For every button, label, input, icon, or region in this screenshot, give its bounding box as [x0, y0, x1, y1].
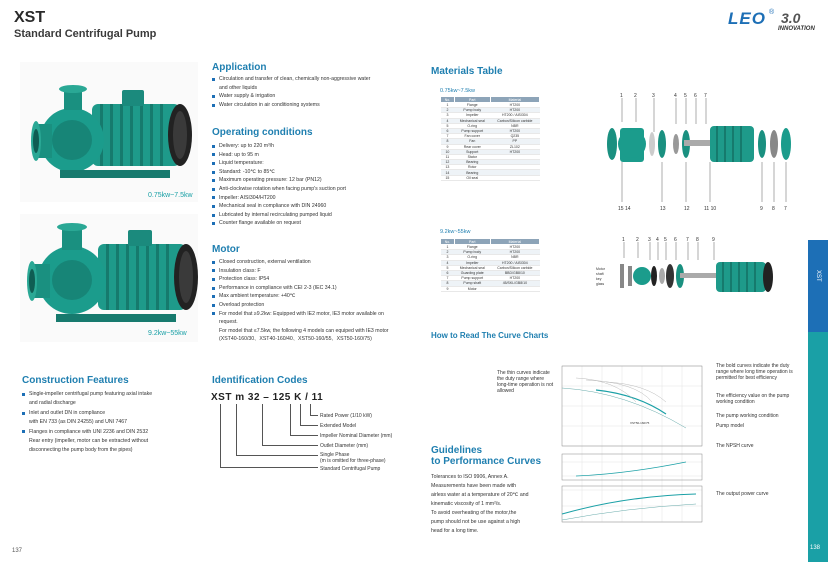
- table-cell: Pump shaft: [454, 281, 490, 286]
- list-item: disconnecting the pump body from the pipes): [29, 447, 133, 454]
- table-cell: Pump support: [454, 128, 490, 133]
- list-item: Standard: -10℃ to 85℃: [212, 168, 346, 177]
- diag1-number: 3: [652, 93, 655, 99]
- diag2-number: 6: [674, 237, 677, 243]
- list-item: and other liquids: [219, 84, 258, 91]
- table-cell: Carbon/Silicon carbide: [490, 118, 539, 123]
- list-item: (XST40-160/30、XST40-160/40、XST50-160/55、XST50-160/75): [219, 336, 372, 343]
- table-cell: 1: [441, 103, 455, 108]
- power-curve-callout: The output power curve: [716, 491, 769, 497]
- pump-illustration-small: [20, 62, 198, 202]
- list-item: For model that ≥9.2kw: Equipped with IE2 motor, IE3 motor available on: [212, 310, 389, 319]
- table-cell: 14: [441, 170, 455, 175]
- table-cell: Flange: [454, 103, 490, 108]
- table-cell: Guarding plate: [454, 270, 490, 275]
- list-item: and radial discharge: [29, 400, 76, 407]
- table-cell: Motor: [454, 286, 490, 291]
- list-item: Single-impeller centrifugal pump featuring axial intake: [22, 390, 152, 399]
- diag1-number: 1: [620, 93, 623, 99]
- diag2-left-label: key: [596, 277, 602, 281]
- list-item: Protection class: IP54: [212, 275, 389, 284]
- diag1-number: 4: [674, 93, 677, 99]
- application-heading: Application: [212, 62, 267, 73]
- application-list: [212, 75, 370, 109]
- pump-caption-2: 9.2kw~55kw: [148, 330, 187, 337]
- diag1-number: 5: [684, 93, 687, 99]
- table-cell: Fan: [454, 139, 490, 144]
- list-item: Water circulation in air conditioning systems: [212, 101, 370, 110]
- diag2-number: 3: [648, 237, 651, 243]
- list-item: Closed construction, external ventilation: [212, 258, 389, 267]
- bold-curves-callout: The bold curves indicate the duty range where long time operation is permitted for best efficiency: [716, 363, 793, 381]
- table-cell: 4: [441, 260, 455, 265]
- table-cell: Flange: [454, 245, 490, 250]
- diag2-number: 1: [622, 237, 625, 243]
- table-cell: 2: [441, 108, 455, 113]
- table-cell: 9: [441, 286, 455, 291]
- materials-table-1: [440, 96, 540, 181]
- id-label-standard: Standard Centrifugal Pump: [320, 466, 381, 472]
- table-cell: Oil seal: [454, 175, 490, 180]
- table-cell: HT200: [490, 149, 539, 154]
- table-cell: Support: [454, 149, 490, 154]
- list-item: Impeller: AISI304/HT200: [212, 194, 346, 203]
- diag2-number: 8: [696, 237, 699, 243]
- guidelines-line: Measurements have been made with: [431, 483, 517, 489]
- table-cell: 13: [441, 165, 455, 170]
- table-cell: O-ring: [454, 255, 490, 260]
- diag1-bottom: 12: [684, 206, 690, 212]
- pump-illustration-large: [20, 214, 198, 342]
- guidelines-text: [431, 473, 561, 536]
- operating-heading: Operating conditions: [212, 127, 313, 138]
- table-cell: [490, 175, 539, 180]
- guidelines-line: pump should not be use against a high: [431, 519, 521, 525]
- table-cell: 10: [441, 149, 455, 154]
- list-item: Mechanical seal in compliance with DIN 24960: [212, 202, 346, 211]
- list-item: with EN 733 (as DIN 24255) and UNI 7467: [29, 419, 128, 426]
- exploded-diagram-2: [596, 236, 782, 306]
- side-tab-label: XST: [815, 270, 821, 282]
- col-header: Material: [490, 97, 539, 103]
- logo-tagline: INNOVATION: [778, 26, 815, 32]
- list-item: Rear entry (impeller, motor can be extracted without: [29, 438, 149, 445]
- pump-image-panel-2: [20, 214, 198, 342]
- diag1-number: 6: [694, 93, 697, 99]
- list-item: Counter flange available on request: [212, 219, 346, 228]
- col-header: Part: [454, 97, 490, 103]
- sample-curve-chart: [556, 358, 708, 538]
- diag2-number: 2: [636, 237, 639, 243]
- list-item: Liquid temperature:: [212, 159, 346, 168]
- table-cell: PP: [490, 139, 539, 144]
- diag1-bottom: 13: [660, 206, 666, 212]
- id-label-rated-power: Rated Power (1/10 kW): [320, 413, 372, 419]
- table-cell: 3: [441, 113, 455, 118]
- list-item: Anti-clockwise rotation when facing pump's suction port: [212, 185, 346, 194]
- diag2-left-label: shaft: [596, 272, 604, 276]
- table-cell: Q235: [490, 134, 539, 139]
- table-cell: 11: [441, 154, 455, 159]
- table-cell: 6: [441, 128, 455, 133]
- table-cell: Bearing: [454, 170, 490, 175]
- section-side-tab: [808, 240, 828, 332]
- table-cell: 15: [441, 175, 455, 180]
- id-label-extended: Extended Model: [320, 423, 357, 429]
- materials-sub-1: 0.75kw~7.5kw: [440, 88, 476, 94]
- diag2-number: 7: [686, 237, 689, 243]
- table-row: [441, 175, 540, 180]
- diag1-bottom: 8: [772, 206, 775, 212]
- list-item: Insulation class: F: [212, 267, 389, 276]
- table-cell: 8: [441, 139, 455, 144]
- table-cell: [490, 286, 539, 291]
- diag1-bottom: 9: [760, 206, 763, 212]
- guidelines-line: kinematic viscosity of 1 mm²/s.: [431, 501, 502, 507]
- list-item: Lubricated by internal recirculating pumped liquid: [212, 211, 346, 220]
- table-cell: HT200: [490, 250, 539, 255]
- diag2-number: 9: [712, 237, 715, 243]
- list-item: Maximum operating pressure: 12 bar (PN12): [212, 176, 346, 185]
- npsh-callout: The NPSH curve: [716, 443, 754, 449]
- table-cell: Bearing: [454, 160, 490, 165]
- table-cell: Impeller: [454, 260, 490, 265]
- diag2-left-label: Motor: [596, 267, 605, 271]
- table-cell: HT200 / AISI304: [490, 113, 539, 118]
- table-cell: 6: [441, 270, 455, 275]
- pump-image-panel-1: [20, 62, 198, 202]
- table-cell: HT200: [490, 108, 539, 113]
- table-row: [441, 286, 540, 291]
- guidelines-line: To avoid overheating of the motor,the: [431, 510, 517, 516]
- table-cell: Pump support: [454, 276, 490, 281]
- list-item: Head: up to 95 m: [212, 151, 346, 160]
- table-cell: NBR: [490, 123, 539, 128]
- curves-heading: How to Read The Curve Charts: [431, 331, 549, 340]
- product-title: XST: [14, 9, 46, 26]
- diag1-bottom: 7: [784, 206, 787, 212]
- id-label-impeller: Impeller Nominal Diameter (mm): [320, 433, 393, 439]
- table-cell: Stator: [454, 154, 490, 159]
- col-header: No.: [441, 239, 455, 245]
- guidelines-heading-2: to Performance Curves: [431, 456, 542, 467]
- logo-brand: LEO: [728, 9, 766, 28]
- diag2-number: 5: [664, 237, 667, 243]
- table-cell: Mechanical seal: [454, 265, 490, 270]
- construction-list: [22, 390, 152, 456]
- id-label-outlet: Outlet Diameter (mm): [320, 443, 369, 449]
- diag1-bottom: 15 14: [618, 206, 631, 212]
- motor-list: [212, 258, 389, 344]
- working-condition-callout: The pump working condition: [716, 413, 779, 419]
- table-cell: 12: [441, 160, 455, 165]
- diag2-number: 4: [656, 237, 659, 243]
- identification-heading: Identification Codes: [212, 375, 308, 386]
- table-cell: Rear cover: [454, 144, 490, 149]
- brand-logo: [728, 8, 824, 38]
- table-cell: HT200: [490, 245, 539, 250]
- table-cell: Impeller: [454, 113, 490, 118]
- guidelines-heading-1: Guidelines: [431, 445, 483, 456]
- materials-table-2: [440, 238, 540, 292]
- table-cell: 2: [441, 250, 455, 255]
- table-cell: ZL102: [490, 144, 539, 149]
- table-cell: HT200: [490, 276, 539, 281]
- list-item: Delivery: up to 220 m³/h: [212, 142, 346, 151]
- col-header: Part: [454, 239, 490, 245]
- table-cell: 45/SKL/GB8/10: [490, 281, 539, 286]
- table-cell: Fan cover: [454, 134, 490, 139]
- table-cell: Rotor: [454, 165, 490, 170]
- list-item: request.: [219, 319, 238, 326]
- diag1-bottom: 11 10: [704, 206, 717, 212]
- side-strip: [808, 332, 828, 562]
- list-item: Circulation and transfer of clean, chemically non-aggressive water: [212, 75, 370, 84]
- operating-list: [212, 142, 346, 228]
- table-cell: Mechanical seal: [454, 118, 490, 123]
- table-cell: HT200: [490, 128, 539, 133]
- table-cell: 9: [441, 144, 455, 149]
- table-cell: O-ring: [454, 123, 490, 128]
- thin-curves-callout: The thin curves indicate the duty range where long-time operation is not allowed: [497, 370, 554, 394]
- table-cell: 8: [441, 281, 455, 286]
- pump-caption-1: 0.75kw~7.5kw: [148, 192, 193, 199]
- id-label-three-phase-note: (m is omitted for three-phase): [320, 458, 386, 464]
- product-subtitle: Standard Centrifugal Pump: [14, 28, 157, 40]
- list-item: For model that ≤7.5kw, the following 4 models can equiped with IE3 motor: [219, 327, 389, 334]
- materials-sub-2: 9.2kw~55kw: [440, 229, 471, 235]
- list-item: Inlet and outlet DN in compliance: [22, 409, 152, 418]
- table-cell: Pump body: [454, 250, 490, 255]
- table-cell: 4: [441, 118, 455, 123]
- motor-heading: Motor: [212, 244, 240, 255]
- table-cell: 5: [441, 265, 455, 270]
- materials-heading: Materials Table: [431, 66, 503, 77]
- id-label-single-phase: Single Phase: [320, 452, 350, 458]
- chart-model-label: XST50-160/75: [630, 421, 650, 425]
- page-number-left: 137: [12, 548, 23, 554]
- table-cell: HT200: [490, 103, 539, 108]
- col-header: No.: [441, 97, 455, 103]
- id-leader-line: [220, 404, 318, 468]
- table-cell: NBR: [490, 255, 539, 260]
- efficiency-callout: The efficiency value on the pump working condition: [716, 393, 790, 405]
- diag1-number: 2: [634, 93, 637, 99]
- logo-reg: ®: [769, 9, 775, 16]
- list-item: Max ambient temperature: +40℃: [212, 292, 389, 301]
- page-number-right: 138: [810, 545, 821, 551]
- exploded-diagram-1: [600, 92, 800, 214]
- logo-version: 3.0: [781, 10, 801, 26]
- guidelines-line: head for a long time.: [431, 528, 479, 534]
- list-item: Flanges in compliance with UNI 2236 and DIN 2532: [22, 428, 152, 437]
- diag2-left-label: glass: [596, 282, 605, 286]
- table-cell: BBD/GB8/10: [490, 270, 539, 275]
- list-item: Performance in compliance with CEI 2-3 (IEC 34.1): [212, 284, 389, 293]
- guidelines-line: Tolerances to ISO 9906, Annex A.: [431, 474, 509, 480]
- table-cell: 7: [441, 134, 455, 139]
- construction-heading: Construction Features: [22, 375, 129, 386]
- table-cell: 7: [441, 276, 455, 281]
- table-cell: 5: [441, 123, 455, 128]
- col-header: Material: [490, 239, 539, 245]
- guidelines-line: airless water at a temperature of 20℃ and: [431, 492, 529, 498]
- diag1-number: 7: [704, 93, 707, 99]
- table-cell: 3: [441, 255, 455, 260]
- table-cell: 1: [441, 245, 455, 250]
- table-cell: Carbon/Silicon carbide: [490, 265, 539, 270]
- table-cell: HT200 / AISI304: [490, 260, 539, 265]
- list-item: Water supply & irrigation: [212, 92, 370, 101]
- table-cell: Pump body: [454, 108, 490, 113]
- list-item: Overload protection: [212, 301, 389, 310]
- identification-code: XST m 32 – 125 K / 11: [211, 392, 324, 403]
- pump-model-callout: Pump model: [716, 423, 745, 429]
